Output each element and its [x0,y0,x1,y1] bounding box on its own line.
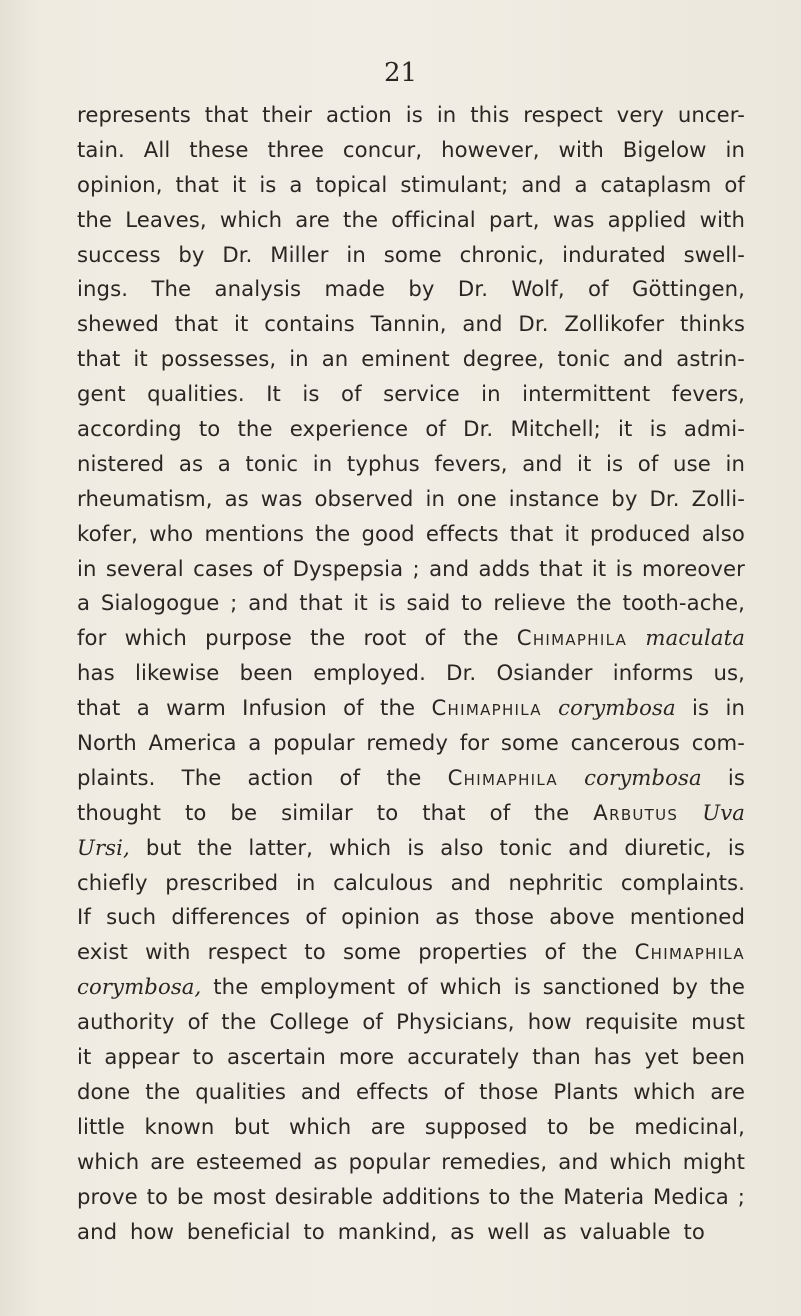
text-line [77,238,745,273]
text-line [77,1075,745,1110]
text-line [77,412,745,447]
text-line [77,761,745,796]
text-line [77,482,745,517]
text-line [77,900,745,935]
text-line [77,517,745,552]
text-run: rheumatism, as was observed in one instance by Dr. Zolli- [77,485,745,511]
text-run: success by Dr. Miller in some chronic, indurated swell- [77,241,745,267]
italic-text: Ursi, [77,834,130,860]
text-line [77,272,745,307]
small-caps-text: Chimaphila [431,695,542,721]
text-line [77,796,745,831]
italic-text: corymbosa, [77,974,202,1000]
text-line [77,342,745,377]
text-line [77,1040,745,1075]
text-line [77,1110,745,1145]
small-caps-text: Chimaphila [516,625,628,651]
text-run: North America a popular remedy for some cancerous com- [77,730,745,756]
text-run: thought to be similar to that of the [77,799,594,825]
text-run: which are esteemed as popular remedies, and which might [77,1148,745,1174]
text-run: the Leaves, which are the officinal part, was applied with [77,206,745,232]
text-run: and how beneficial to mankind, as well as valuable to [77,1218,705,1244]
text-line [77,168,745,203]
text-run: kofer, who mentions the good effects that it produced also [77,520,745,546]
text-run [558,765,584,790]
text-run: authority of the College of Physicians, how requisite must [77,1009,745,1035]
text-line [77,98,745,133]
text-run: is in [675,695,745,721]
text-run: gent qualities. It is of service in intermittent fevers, [77,381,745,407]
text-run: is [701,764,745,790]
text-run: has likewise been employed. Dr. Osiander informs us, [77,660,745,686]
text-run [678,800,702,825]
italic-text: Uva [702,799,745,825]
text-run: done the qualities and effects of those Plants which are [77,1078,745,1104]
text-run: that a warm Infusion of the [77,695,432,721]
text-run: in several cases of Dyspepsia ; and adds that it is moreover [77,555,745,581]
text-run: shewed that it contains Tannin, and Dr. Zollikofer thinks [77,311,745,337]
small-caps-text: Chimaphila [447,764,558,790]
text-line [77,133,745,168]
text-run [627,625,645,650]
text-line [77,1145,745,1180]
text-run: a Sialogogue ; and that it is said to relieve the tooth-ache, [77,590,745,616]
text-line [77,656,745,691]
text-run: ings. The analysis made by Dr. Wolf, of Göttingen, [77,276,745,302]
text-line [77,203,745,238]
text-line [77,935,745,970]
text-run: it appear to ascertain more accurately than has yet been [77,1044,745,1070]
text-line [77,1180,745,1215]
text-run [542,695,558,720]
text-run: the employment of which is sanctioned by the [201,974,745,1000]
text-line [77,447,745,482]
text-line [77,586,745,621]
text-line [77,377,745,412]
text-line [77,726,745,761]
small-caps-text: Arbutus [593,799,679,825]
text-line [77,831,745,866]
text-run: that it possesses, in an eminent degree, tonic and astrin- [77,346,745,372]
text-run: opinion, that it is a topical stimulant; and a cataplasm of [77,171,745,197]
text-run: but the latter, which is also tonic and diuretic, is [129,834,745,860]
text-line [77,866,745,901]
body-text [77,98,745,1249]
text-run: If such differences of opinion as those above mentioned [77,904,745,930]
text-run: prove to be most desirable additions to the Materia Medica ; [77,1183,745,1209]
text-line [77,621,745,656]
text-run: plaints. The action of the [77,764,448,790]
text-run: tain. All these three concur, however, with Bigelow in [77,136,745,162]
text-run: nistered as a tonic in typhus fevers, and it is of use in [77,450,745,476]
small-caps-text: Chimaphila [634,939,745,965]
text-run: according to the experience of Dr. Mitchell; it is admi- [77,416,745,442]
italic-text: maculata [645,625,745,651]
text-run: chiefly prescribed in calculous and nephritic complaints. [77,869,745,895]
text-line [77,970,745,1005]
text-line [77,1005,745,1040]
text-run: for which purpose the root of the [77,625,517,651]
text-run: exist with respect to some properties of the [77,939,635,965]
page-number: 21 [383,58,418,88]
text-line [77,691,745,726]
text-line [77,307,745,342]
text-line [77,552,745,587]
italic-text: corymbosa [558,695,676,721]
text-run: represents that their action is in this respect very uncer- [77,102,745,127]
text-run: little known but which are supposed to be medicinal, [77,1113,745,1139]
text-line [77,1215,745,1250]
italic-text: corymbosa [584,764,702,790]
